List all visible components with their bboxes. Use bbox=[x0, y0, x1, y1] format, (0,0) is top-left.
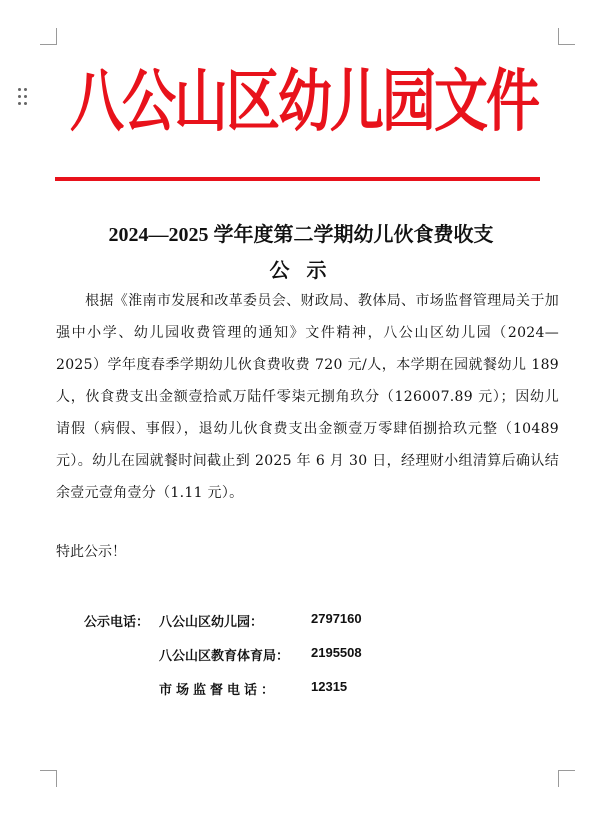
body-text: 根据《淮南市发展和改革委员会、财政局、教体局、市场监督管理局关于加强中小学、幼儿园收费管理的通知》文件精神，八公山区幼儿园（2024—2025）学年度春季学期幼儿伙食费收费 720 元/人，本学期在园就餐幼儿 189 人，伙食费支出金额壹拾贰万陆仟零柒元捌角玖分（126007.89 元）；因幼儿请假（病假、事假），退幼儿伙食费支出金额壹万零肆佰捌拾玖元整（10489 元）。幼儿在园就餐时间截止到 2025 年 6 月 30 日，经理财小组清算后确认结余壹元壹角壹分（1.11 元）。 bbox=[56, 293, 559, 501]
contact-name: 八公山区教育体育局： bbox=[159, 649, 290, 664]
contact-name: 八公山区幼儿园： bbox=[159, 615, 264, 630]
closing-line: 特此公示！ bbox=[56, 544, 126, 560]
contact-name: 市场监督电话： bbox=[159, 683, 279, 698]
contact-phone: 2797160 bbox=[311, 611, 362, 626]
document-title: 2024—2025 学年度第二学期幼儿伙食费收支 bbox=[108, 224, 494, 246]
contact-phone: 12315 bbox=[311, 679, 348, 694]
letterhead-divider bbox=[55, 177, 540, 181]
contact-row bbox=[0, 645, 602, 665]
letterhead-title: 八公山区幼儿园文件 bbox=[70, 62, 538, 141]
contact-phone: 2195508 bbox=[311, 645, 362, 660]
crop-mark-top-right bbox=[558, 28, 575, 45]
crop-mark-top-left bbox=[40, 28, 57, 45]
crop-mark-bottom-left bbox=[40, 770, 57, 787]
document-subtitle: 公 示 bbox=[269, 260, 333, 282]
drag-handle-icon[interactable] bbox=[18, 88, 28, 106]
contact-label: 公示电话： bbox=[84, 615, 150, 630]
contact-row bbox=[0, 679, 602, 699]
contact-row bbox=[0, 611, 602, 631]
crop-mark-bottom-right bbox=[558, 770, 575, 787]
body-paragraph bbox=[56, 285, 559, 509]
